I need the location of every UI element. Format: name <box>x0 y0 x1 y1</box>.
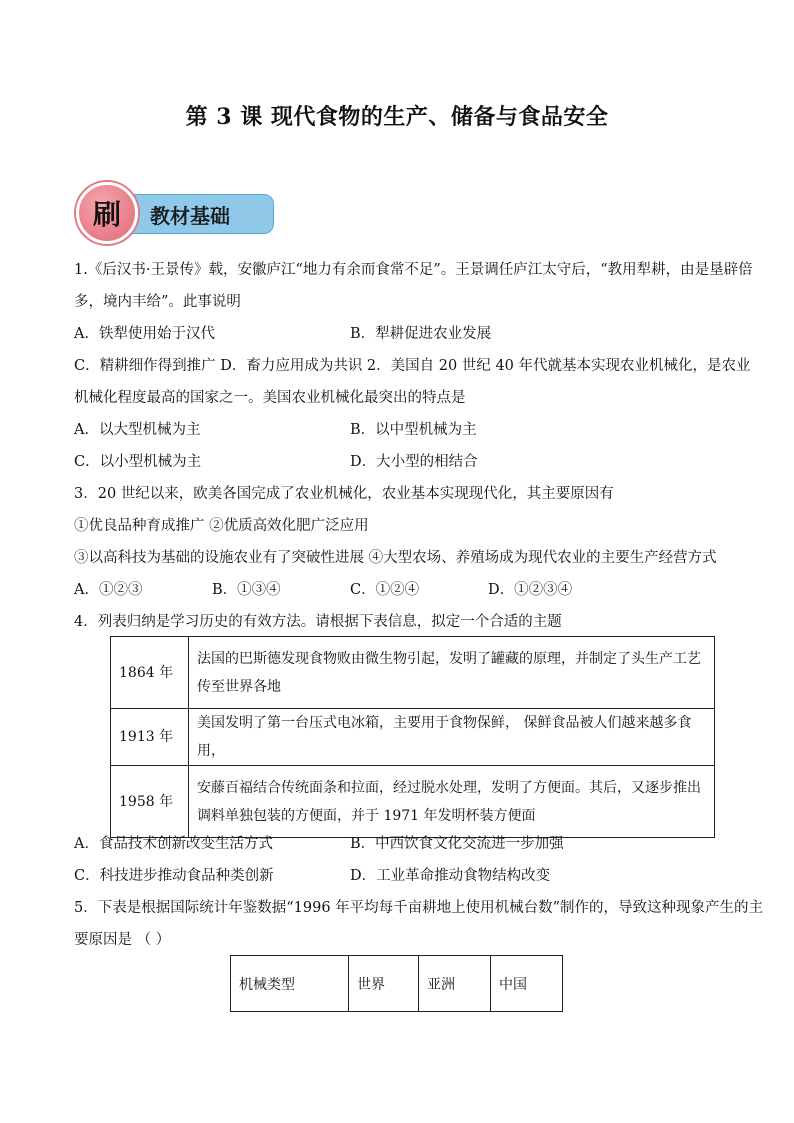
q3-option-c: C．①②④ <box>350 582 420 598</box>
q4-stem: 4．列表归纳是学习历史的有效方法。请根据下表信息，拟定一个合适的主题 <box>74 614 562 630</box>
q2-option-a: A．以大型机械为主 <box>74 422 201 438</box>
q4-year-cell: 1958 年 <box>111 766 189 838</box>
q3-items2: ③以高科技为基础的设施农业有了突破性进展 ④大型农场、养殖场成为现代农业的主要生产经营方式 <box>74 550 717 566</box>
q2-options-cd <box>74 446 720 478</box>
q1-line2: 多，境内丰给”。此事说明 <box>74 294 241 310</box>
q4-text-cell: 安藤百福结合传统面条和拉面，经过脱水处理，发明了方便面。其后，又逐步推出调料单独包装的方便面，并于 1971 年发明杯装方便面 <box>189 766 715 838</box>
badge-circle: 刷 <box>76 182 138 244</box>
q3-options <box>74 574 720 606</box>
q5-header-cell: 亚洲 <box>419 956 491 1012</box>
q1-options-ab <box>74 318 720 350</box>
q1-options-cd-q2: C．精耕细作得到推广 D．畜力应用成为共识 2．美国自 20 世纪 40 年代就基本实现农业机械化，是农业 <box>74 358 751 374</box>
q1-option-b: B．犁耕促进农业发展 <box>350 326 492 342</box>
q3-stem: 3．20 世纪以来，欧美各国完成了农业机械化，农业基本实现现代化，其主要原因有 <box>74 486 614 502</box>
q4-option-c: C．科技进步推动食品种类创新 <box>74 868 274 884</box>
q2-options-ab <box>74 414 720 446</box>
q3-items1: ①优良品种育成推广 ②优质高效化肥广泛应用 <box>74 518 369 534</box>
q2-option-b: B．以中型机械为主 <box>350 422 477 438</box>
badge-label: 教材基础 <box>150 204 230 228</box>
table-row <box>111 637 715 709</box>
q5-header-cell: 机械类型 <box>231 956 349 1012</box>
q4-option-a: A．食品技术创新改变生活方式 <box>74 836 273 852</box>
q5-header-cell: 世界 <box>349 956 419 1012</box>
q4-option-b: B．中西饮食文化交流进一步加强 <box>350 836 564 852</box>
q3-option-b: B．①③④ <box>212 582 281 598</box>
table-row <box>111 709 715 766</box>
q5-table <box>230 955 563 1012</box>
table-row <box>231 956 563 1012</box>
q5-line2: 要原因是 （ ） <box>74 932 171 948</box>
section-badge <box>76 186 276 238</box>
q4-year-cell: 1864 年 <box>111 637 189 709</box>
q3-option-a: A．①②③ <box>74 582 143 598</box>
table-row <box>111 766 715 838</box>
q4-table <box>110 636 715 838</box>
questions-block <box>74 254 753 638</box>
q4-options-cd <box>74 860 720 892</box>
page-title: 第 3 课 现代食物的生产、储备与食品安全 <box>185 104 609 130</box>
q4-option-d: D．工业革命推动食物结构改变 <box>350 868 551 884</box>
q4-text-cell: 美国发明了第一台压式电冰箱，主要用于食物保鲜， 保鲜食品被人们越来越多食用， <box>189 709 715 766</box>
questions-block-2 <box>74 828 764 956</box>
q4-text-cell: 法国的巴斯德发现食物败由微生物引起，发明了罐藏的原理，并制定了头生产工艺传至世界各地 <box>189 637 715 709</box>
q2-option-d: D．大小型的相结合 <box>350 454 478 470</box>
q5-header-cell: 中国 <box>491 956 563 1012</box>
q2-line2: 机械化程度最高的国家之一。美国农业机械化最突出的特点是 <box>74 390 466 406</box>
q1-line1: 1.《后汉书·王景传》载，安徽庐江“地力有余而食常不足”。王景调任庐江太守后，“教用犁耕，由是垦辟倍 <box>74 262 753 278</box>
q1-option-a: A．铁犁使用始于汉代 <box>74 326 215 342</box>
q4-options-ab <box>74 828 720 860</box>
q3-option-d: D．①②③④ <box>488 582 573 598</box>
q5-line1: 5．下表是根据国际统计年鉴数据“1996 年平均每千亩耕地上使用机械台数”制作的，导致这种现象产生的主 <box>74 900 764 916</box>
q2-option-c: C．以小型机械为主 <box>74 454 202 470</box>
q4-year-cell: 1913 年 <box>111 709 189 766</box>
